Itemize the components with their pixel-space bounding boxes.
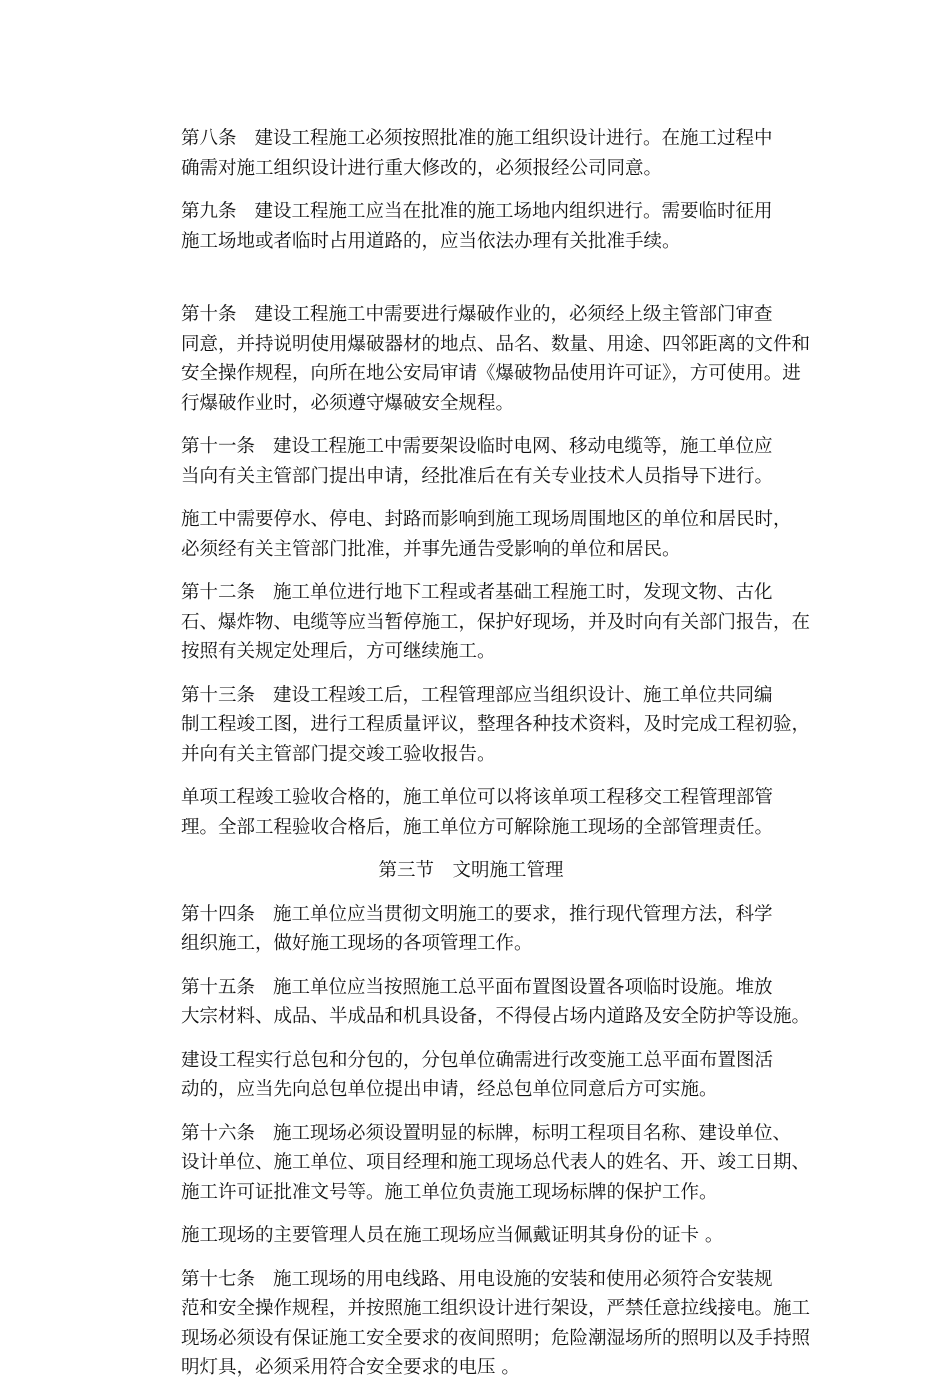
text-line: 施工现场的主要管理人员在施工现场应当佩戴证明其身份的证卡 。	[181, 1225, 724, 1246]
text-line: 按照有关规定处理后，方可继续施工。	[181, 641, 496, 662]
text-line: 安全操作规程，向所在地公安局审请《爆破物品使用许可证》，方可使用。进	[181, 363, 801, 384]
text-line: 建设工程施工中需要进行爆破作业的，必须经上级主管部门审查	[254, 304, 773, 325]
paragraph-id-badge	[144, 1221, 798, 1251]
article-13	[144, 681, 811, 770]
text-line: 理。全部工程验收合格后，施工单位方可解除施工现场的全部管理责任。	[181, 816, 774, 838]
text-line: 建设工程施工应当在批准的施工场地内组织进行。需要临时征用	[254, 201, 773, 222]
text-line: 施工许可证批准文号等。施工单位负责施工现场标牌的保护工作。	[181, 1181, 718, 1203]
article-label: 第十六条	[181, 1122, 256, 1144]
text-line: 范和安全操作规程，并按照施工组织设计进行架设，严禁任意拉线接电。施工	[181, 1298, 811, 1319]
article-14	[144, 900, 798, 959]
paragraph-utility-interruption	[144, 505, 798, 564]
text-line: 单项工程竣工验收合格的，施工单位可以将该单项工程移交工程管理部管	[181, 787, 774, 808]
text-line: 施工中需要停水、停电、封路而影响到施工现场周围地区的单位和居民时，	[181, 509, 792, 530]
text-line: 设计单位、施工单位、项目经理和施工现场总代表人的姓名、开、竣工日期、	[181, 1152, 811, 1173]
article-12	[144, 578, 811, 667]
text-line: 必须经有关主管部门批准，并事先通告受影响的单位和居民。	[181, 538, 681, 560]
article-16	[144, 1119, 811, 1208]
text-line: 施工单位进行地下工程或者基础工程施工时，发现文物、古化	[273, 582, 773, 603]
text-line: 并向有关主管部门提交竣工验收报告。	[181, 743, 496, 765]
article-label: 第十五条	[181, 976, 256, 998]
text-line: 建设工程竣工后，工程管理部应当组织设计、施工单位共同编	[273, 684, 773, 706]
text-line: 当向有关主管部门提出申请，经批准后在有关专业技术人员指导下进行。	[181, 465, 774, 487]
text-line: 组织施工，做好施工现场的各项管理工作。	[181, 933, 533, 954]
text-line: 施工现场的用电线路、用电设施的安装和使用必须符合安装规	[273, 1268, 773, 1290]
article-label: 第十七条	[181, 1268, 256, 1290]
text-line: 施工现场必须设置明显的标牌，标明工程项目名称、建设单位、	[273, 1122, 792, 1144]
article-17	[144, 1265, 811, 1383]
text-line: 施工单位应当按照施工总平面布置图设置各项临时设施。堆放	[273, 976, 773, 998]
article-9	[144, 197, 798, 256]
paragraph-single-project-acceptance	[144, 783, 798, 842]
text-line: 行爆破作业时，必须遵守爆破安全规程。	[181, 392, 515, 414]
article-label: 第十二条	[181, 582, 256, 603]
article-label: 第十条	[181, 304, 237, 325]
article-label: 第八条	[181, 128, 237, 149]
section-heading: 第三节 文明施工管理	[378, 860, 564, 881]
text-line: 建设工程施工必须按照批准的施工组织设计进行。在施工过程中	[254, 128, 773, 149]
article-11	[144, 432, 798, 491]
text-line: 同意，并持说明使用爆破器材的地点、品名、数量、用途、四邻距离的文件和	[181, 333, 811, 355]
text-line: 施工单位应当贯彻文明施工的要求，推行现代管理方法，科学	[273, 903, 773, 925]
article-10	[144, 300, 811, 418]
text-line: 施工场地或者临时占用道路的，应当依法办理有关批准手续。	[181, 230, 681, 252]
text-line: 建设工程施工中需要架设临时电网、移动电缆等，施工单位应	[273, 436, 773, 457]
text-line: 现场必须设有保证施工安全要求的夜间照明；危险潮湿场所的照明以及手持照	[181, 1327, 811, 1349]
article-8	[144, 124, 798, 183]
text-line: 确需对施工组织设计进行重大修改的，必须报经公司同意。	[181, 157, 663, 179]
text-line: 建设工程实行总包和分包的，分包单位确需进行改变施工总平面布置图活	[181, 1049, 774, 1071]
text-line: 明灯具，必须采用符合安全要求的电压 。	[181, 1357, 520, 1378]
article-label: 第十三条	[181, 684, 256, 706]
article-label: 第十一条	[181, 436, 256, 457]
article-label: 第九条	[181, 201, 237, 222]
text-line: 石、爆炸物、电缆等应当暂停施工，保护好现场，并及时向有关部门报告，在	[181, 611, 811, 633]
text-line: 动的，应当先向总包单位提出申请，经总包单位同意后方可实施。	[181, 1079, 718, 1100]
article-15	[144, 973, 811, 1032]
text-line: 大宗材料、成品、半成品和机具设备，不得侵占场内道路及安全防护等设施。	[181, 1006, 811, 1027]
text-line: 制工程竣工图，进行工程质量评议，整理各种技术资料，及时完成工程初验，	[181, 714, 811, 735]
paragraph-subcontracting	[144, 1046, 798, 1105]
document-page	[144, 124, 811, 1397]
article-label: 第十四条	[181, 903, 256, 925]
